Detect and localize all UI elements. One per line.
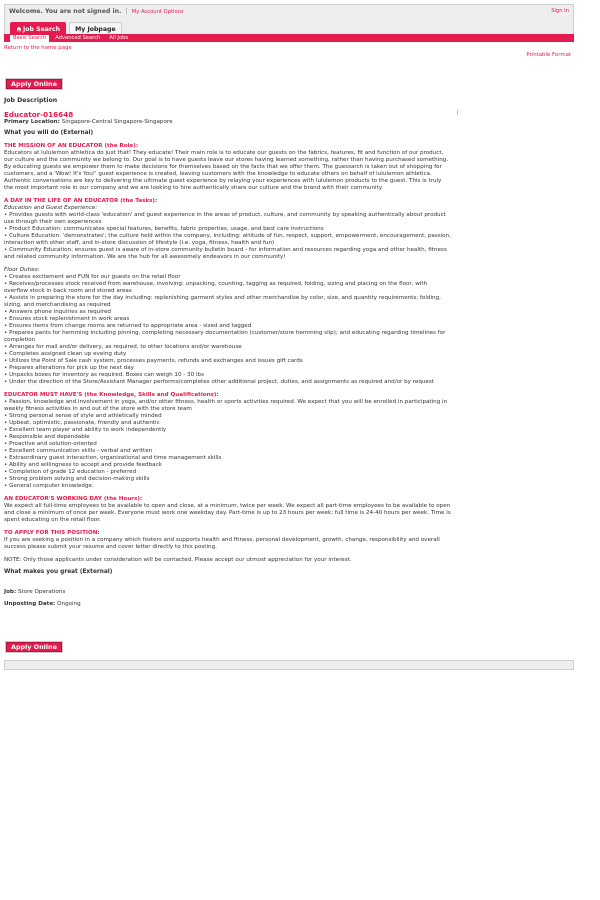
- working-day-text: We expect all full-time employees to be available to open and close, at a minimum, twice per week. We expect all part-time employees to be available to open and close a minimum of once per week. Everyone must work one weekday day. Part-time is up to 23 hours per week; full time is 24-40 hours per week. Time is spent educating on the retail floor.: [4, 503, 451, 523]
- sub-navigation: [4, 34, 574, 42]
- list-item: • Receives/processes stock received from warehouse, involving: unpacking, counting, tagging as required, folding, sizing and placing on the floor, with overflow stock in back room and stored areas: [4, 281, 428, 294]
- list-item: • Completion of grade 12 education - preferred: [4, 469, 137, 475]
- list-item: • Proactive and solution-oriented: [4, 441, 97, 447]
- unposting-date: [4, 601, 452, 608]
- day-subheading-floor: Floor Duties:: [4, 267, 40, 273]
- list-item: • Ensures stock replenishment in work areas: [4, 316, 130, 322]
- to-apply-text: If you are seeking a position in a company which fosters and supports health and fitness, personal development, growth, change, responsibility and overall success please submit your resume and cover letter directly to this posting.: [4, 537, 440, 550]
- welcome-separator: |: [125, 8, 128, 15]
- job-category-value: Store Operations: [17, 589, 66, 595]
- job-category: [4, 589, 452, 596]
- list-item: • Product Education: communicates special features, benefits, fabric properties, usage, and best care instructions: [4, 226, 324, 232]
- footer-bar: [4, 660, 574, 670]
- must-haves-heading: EDUCATOR MUST HAVE'S (the Knowledge, Skills and Qualifications):: [4, 392, 219, 398]
- education-list: [4, 212, 452, 261]
- welcome-message: [9, 8, 184, 16]
- list-item: • Creates excitement and FUN for our guests on the retail floor: [4, 274, 181, 280]
- list-item: • Unpacks boxes for inventory as required. Boxes can weigh 10 - 30 lbs: [4, 372, 204, 378]
- subnav-all-jobs[interactable]: All Jobs: [109, 34, 129, 41]
- list-item: • General computer knowledge.: [4, 483, 94, 489]
- what-you-will-do-heading: What you will do (External): [4, 130, 94, 136]
- day-in-life-heading: A DAY IN THE LIFE OF AN EDUCATOR (the Tasks):: [4, 198, 158, 204]
- mission-text: Educators at lululemon athletica do just that! They educate! Their main role is to educate our guests on the fabrics, features, fit and function of our product, our culture and the community we belong to. Our goal is to have guests leave our stores having learned something, rather than having purchased something. By educating guests we empower them to make decisions for themselves based on the facts that we offer them. The guessarch is taken out of shopping for customers, and a 'Wow! It's You!' guest experience is created, leaving customers with the knowledge to educate others on behalf of lululemon athletica. Authentic conversations are key to delivering the ultimate guest experience by relaying your experiences with lululemon products to the guest. This is truly the most important role in our company and we are looking to hire authentically share our culture and the brand with their community.: [4, 150, 449, 191]
- my-account-options-link[interactable]: My Account Options: [131, 9, 184, 15]
- column-divider: [457, 110, 458, 115]
- job-description-heading: Job Description: [4, 97, 58, 104]
- unposting-date-label: Unposting Date:: [4, 601, 56, 607]
- list-item: • Arranges for mail and/or delivery, as required, to other locations and/or warehouse: [4, 344, 242, 350]
- list-item: • Prepares alterations for pick up the next day: [4, 365, 134, 371]
- list-item: • Completes assigned clean up eveing duty: [4, 351, 127, 357]
- list-item: • Culture Education: 'demonstrates'; the culture held within the company, including: attitude of fun, respect, support, empowerment, encouragement, passion, interaction with other staff, and in-store discussion of lifestyle (i.e. yoga, fitness, health and fun): [4, 233, 451, 246]
- subnav-basic-search[interactable]: Basic Search: [10, 35, 49, 42]
- return-home-link[interactable]: Return to the home page: [4, 45, 72, 51]
- list-item: • Provides guests with world-class 'education' and guest experience in the areas of product, culture, and community by speaking authentically about product use through their own experiences: [4, 212, 446, 225]
- list-item: • Excellent team player and ability to work independently: [4, 427, 167, 433]
- primary-location-value: Singapore-Central Singapore-Singapore: [61, 119, 173, 125]
- list-item: • Upbeat, optimistic, passionate, friendly and authentic: [4, 420, 160, 426]
- apply-online-button-bottom[interactable]: Apply Online: [6, 642, 62, 652]
- list-item: • Utilizes the Point of Sale cash system, processes payments, refunds and exchanges and issues gift cards: [4, 358, 303, 364]
- list-item: • Extraordinary guest interaction, organizational and time management skills: [4, 455, 222, 461]
- list-item: • Assists in preparing the store for the day including: replenishing garment styles and other merchandise by color, size, and quantity requirements; folding, sizing, and merchandising as required: [4, 295, 441, 308]
- job-category-label: Job:: [4, 589, 17, 595]
- spacer: [4, 576, 452, 589]
- what-makes-you-great-heading: What makes you great (External): [4, 569, 113, 575]
- list-item: • Ability and willingness to accept and provide feedback: [4, 462, 162, 468]
- home-icon: [16, 26, 22, 32]
- primary-location: [4, 119, 452, 126]
- working-day-heading: AN EDUCATOR'S WORKING DAY (the Hours):: [4, 496, 143, 502]
- sign-in-link[interactable]: Sign In: [551, 8, 569, 14]
- must-haves-list: [4, 399, 452, 490]
- list-item: • Responsible and dependable: [4, 434, 90, 440]
- list-item: • Answers phone inquiries as required: [4, 309, 111, 315]
- list-item: • Prepares pants for hemming including pinning, completing necessary documentation (customer/store hemming slip); and educating regarding timelines for completion: [4, 330, 446, 343]
- floor-duties-list: [4, 274, 452, 386]
- note-text: NOTE: Only those applicants under consideration will be contacted. Please accept our utmost appreciation for your interest.: [4, 557, 352, 563]
- tab-label: Job Search: [23, 25, 61, 33]
- list-item: • Ensures items from change rooms are returned to appropriate area - sized and tagged: [4, 323, 252, 329]
- list-item: • Under the direction of the Store/Assistant Manager performs/completes other additional project, duties, and assignments as required and/or by request: [4, 379, 434, 385]
- list-item: • Strong problem solving and decision-making skills: [4, 476, 150, 482]
- subnav-advanced-search[interactable]: Advanced Search: [55, 34, 101, 41]
- job-description-body: [4, 110, 452, 640]
- list-item: • Passion, knowledge and involvement in yoga, and/or other fitness, health or sports activities required. We expect that you will be enrolled in participating in weekly fitness activities in and out of the store with the store team: [4, 399, 448, 412]
- to-apply-heading: TO APPLY FOR THIS POSITION:: [4, 530, 100, 536]
- list-item: • Strong personal sense of style and athletically minded: [4, 413, 162, 419]
- tab-label: My Jobpage: [75, 25, 116, 33]
- day-subheading-education: Education and Guest Experience:: [4, 205, 98, 211]
- header-bar: [4, 4, 574, 34]
- unposting-date-value: Ongoing: [57, 601, 81, 607]
- printable-format-link[interactable]: Printable Format: [526, 52, 571, 58]
- apply-online-button[interactable]: Apply Online: [6, 79, 62, 89]
- welcome-text: Welcome. You are not signed in.: [9, 8, 122, 15]
- mission-heading: THE MISSION OF AN EDUCATOR (the Role):: [4, 143, 139, 149]
- job-title: Educator-016648: [4, 110, 74, 119]
- primary-location-label: Primary Location:: [4, 119, 60, 125]
- list-item: • Excellent communication skills - verbal and written: [4, 448, 153, 454]
- list-item: • Community Education: ensures guest is aware of in-store community bulletin board - for information and resources regarding yoga and other health, fitness and related community information. We are the hub for all awesomely endeavors in our community!: [4, 247, 447, 260]
